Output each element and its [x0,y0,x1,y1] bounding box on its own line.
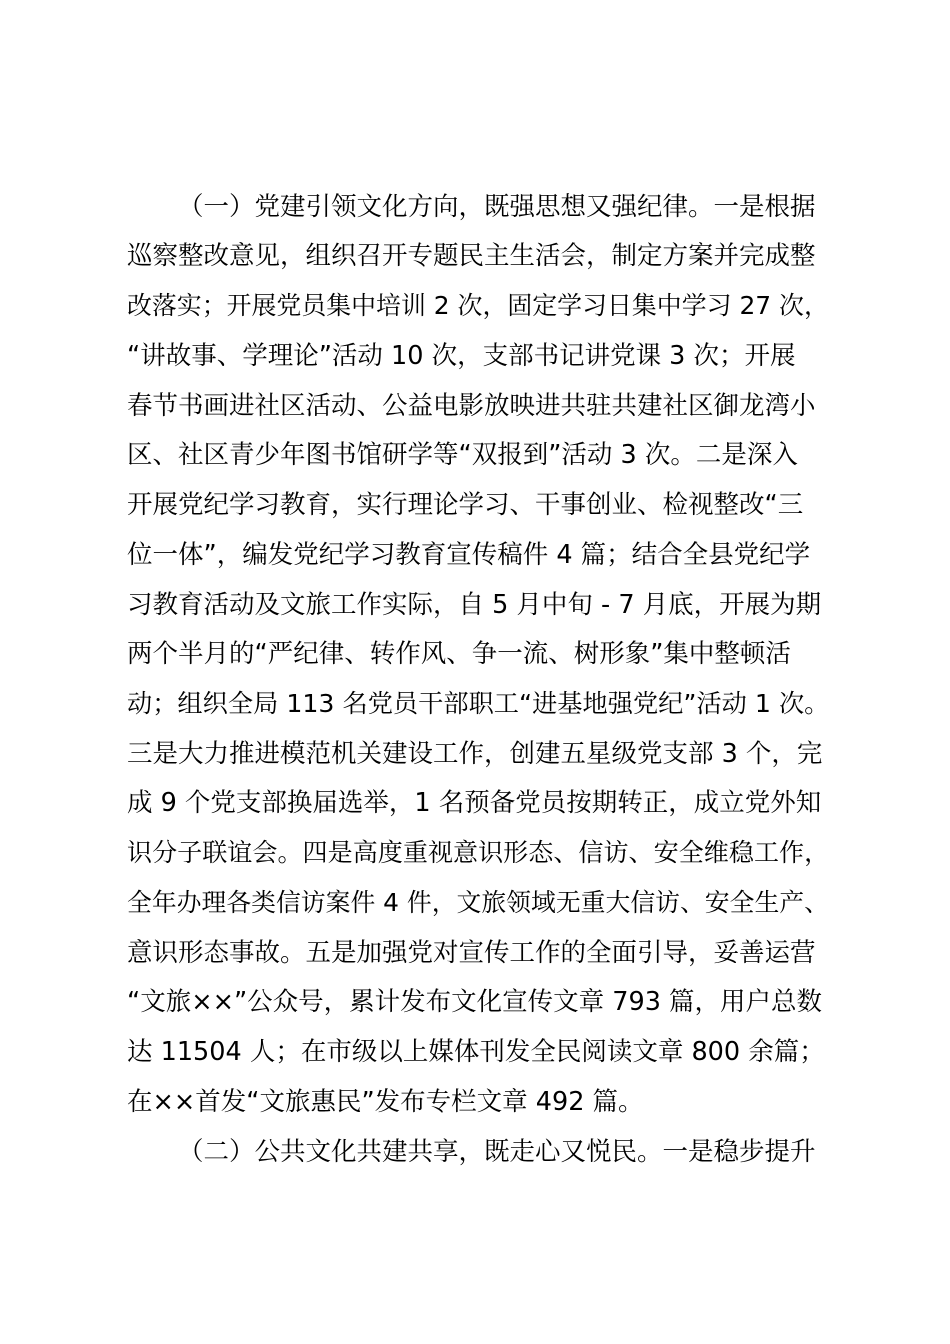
paragraph-1-line-6: 区、社区青少年图书馆研学等“双报到”活动 3 次。二是深入 [127,440,798,470]
paragraph-1-line-14: 识分子联谊会。四是高度重视意识形态、信访、安全维稳工作， [127,838,830,867]
paragraph-1-line-16: 意识形态事故。五是加强党对宣传工作的全面引导，妥善运营 [127,938,816,968]
paragraph-1-line-10: 两个半月的“严纪律、转作风、争一流、树形象”集中整顿活 [127,639,791,669]
paragraph-1-line-13: 成 9 个党支部换届选举，1 名预备党员按期转正，成立党外知 [127,788,822,818]
paragraph-1-line-2: 巡察整改意见，组织召开专题民主生活会，制定方案并完成整 [127,241,816,271]
paragraph-1-line-18: 达 11504 人；在市级以上媒体刊发全民阅读文章 800 余篇； [127,1037,825,1067]
paragraph-1-line-5: 春节书画进社区活动、公益电影放映进共驻共建社区御龙湾小 [127,391,816,421]
paragraph-1-line-3: 改落实；开展党员集中培训 2 次，固定学习日集中学习 27 次， [127,291,829,320]
paragraph-1-line-11: 动；组织全局 113 名党员干部职工“进基地强党纪”活动 1 次。 [127,689,830,718]
paragraph-1-line-4: “讲故事、学理论”活动 10 次，支部书记讲党课 3 次；开展 [127,341,796,371]
paragraph-1-line-12: 三是大力推进模范机关建设工作，创建五星级党支部 3 个，完 [127,739,823,769]
paragraph-1-line-8: 位一体”，编发党纪学习教育宣传稿件 4 篇；结合全县党纪学 [127,540,811,570]
paragraph-1-line-19: 在××首发“文旅惠民”发布专栏文章 492 篇。 [127,1087,644,1117]
paragraph-1-line-1: （一）党建引领文化方向，既强思想又强纪律。一是根据 [178,192,816,222]
paragraph-2-line-1: （二）公共文化共建共享，既走心又悦民。一是稳步提升 [178,1137,816,1167]
paragraph-1-line-9: 习教育活动及文旅工作实际，自 5 月中旬 - 7 月底，开展为期 [127,590,822,620]
paragraph-1-line-15: 全年办理各类信访案件 4 件，文旅领域无重大信访、安全生产、 [127,888,829,917]
paragraph-1-line-17: “文旅××”公众号，累计发布文化宣传文章 793 篇，用户总数 [127,987,823,1017]
paragraph-1-line-7: 开展党纪学习教育，实行理论学习、干事创业、检视整改“三 [127,490,804,520]
